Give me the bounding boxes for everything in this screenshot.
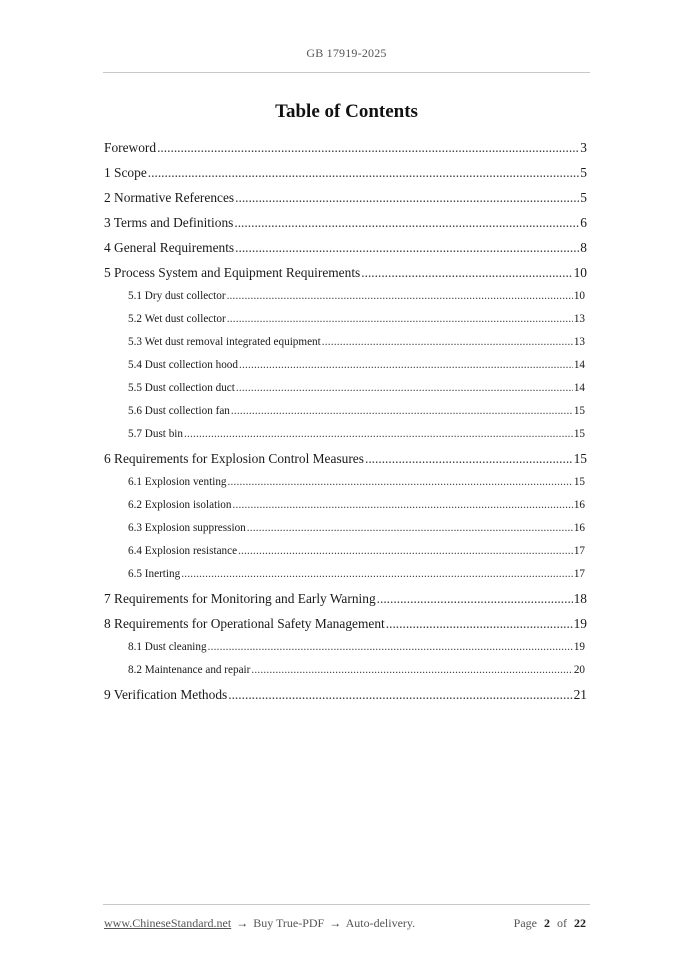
toc-entry-label: Foreword [104, 140, 157, 155]
dot-leader [234, 210, 579, 235]
dot-leader [148, 160, 580, 185]
toc-subsection-entry[interactable] [104, 377, 587, 400]
toc-entry-label: 6.1 Explosion venting [128, 476, 227, 488]
toc-entry-label: 5.1 Dry dust collector [128, 290, 226, 302]
dot-leader [377, 586, 573, 611]
dot-leader [361, 260, 572, 285]
toc-entry-page-number: 18 [573, 591, 587, 606]
toc-entry-page-number: 17 [573, 568, 585, 580]
toc-entry-page-number: 3 [580, 140, 587, 155]
auto-delivery-text: Auto-delivery. [345, 916, 416, 930]
toc-entry-label: 8 Requirements for Operational Safety Management [104, 616, 385, 631]
current-page-number: 2 [544, 916, 550, 930]
toc-entry-page-number: 15 [573, 405, 585, 417]
dot-leader [231, 400, 573, 423]
dot-leader [238, 540, 573, 563]
toc-entry-page-number: 13 [573, 313, 585, 325]
dot-leader [232, 494, 572, 517]
toc-entry-label: 5.6 Dust collection fan [128, 405, 230, 417]
dot-leader [184, 423, 573, 446]
toc-entry-label: 6.2 Explosion isolation [128, 499, 232, 511]
toc-section-entry[interactable] [104, 160, 587, 185]
toc-subsection-entry[interactable] [104, 563, 587, 586]
dot-leader [208, 636, 573, 659]
toc-subsection-entry[interactable] [104, 636, 587, 659]
page-footer [104, 916, 586, 931]
toc-entry-page-number: 15 [573, 476, 585, 488]
toc-entry-label: 6.4 Explosion resistance [128, 545, 238, 557]
header-divider [103, 72, 590, 73]
toc-entry-label: 3 Terms and Definitions [104, 215, 234, 230]
dot-leader [322, 331, 573, 354]
toc-subsection-entry[interactable] [104, 471, 587, 494]
toc-entry-label: 6 Requirements for Explosion Control Measures [104, 451, 364, 466]
footer-divider [103, 904, 590, 905]
toc-subsection-entry[interactable] [104, 540, 587, 563]
dot-leader [247, 517, 573, 540]
toc-section-entry[interactable] [104, 611, 587, 636]
toc-subsection-entry[interactable] [104, 423, 587, 446]
toc-entry-page-number: 21 [573, 687, 587, 702]
toc-entry-label: 5.7 Dust bin [128, 428, 184, 440]
toc-section-entry[interactable] [104, 235, 587, 260]
toc-entry-page-number: 16 [573, 522, 585, 534]
dot-leader [157, 135, 579, 160]
toc-section-entry[interactable] [104, 682, 587, 707]
toc-section-entry[interactable] [104, 586, 587, 611]
toc-entry-page-number: 8 [580, 240, 587, 255]
toc-entry-label: 6.3 Explosion suppression [128, 522, 246, 534]
toc-entry-label: 5.5 Dust collection duct [128, 382, 235, 394]
dot-leader [227, 285, 573, 308]
total-pages-number: 22 [574, 916, 586, 930]
page-indicator [514, 916, 586, 931]
toc-entry-page-number: 14 [573, 382, 585, 394]
toc-entry-label: 4 General Requirements [104, 240, 235, 255]
dot-leader [251, 659, 572, 682]
arrow-right-icon: → [236, 916, 249, 930]
site-link[interactable]: www.ChineseStandard.net [104, 916, 232, 930]
toc-entry-page-number: 19 [573, 641, 585, 653]
toc-entry-label: 1 Scope [104, 165, 147, 180]
page-label: Page [513, 916, 537, 930]
toc-subsection-entry[interactable] [104, 331, 587, 354]
toc-entry-page-number: 15 [573, 428, 585, 440]
dot-leader [228, 682, 572, 707]
toc-subsection-entry[interactable] [104, 517, 587, 540]
toc-title: Table of Contents [275, 101, 418, 122]
toc-entry-page-number: 14 [573, 359, 585, 371]
toc-entry-label: 5.3 Wet dust removal integrated equipment [128, 336, 321, 348]
toc-subsection-entry[interactable] [104, 308, 587, 331]
toc-subsection-entry[interactable] [104, 659, 587, 682]
document-code-header: GB 17919-2025 [306, 46, 387, 60]
toc-section-entry[interactable] [104, 135, 587, 160]
arrow-right-icon: → [329, 916, 342, 930]
toc-entry-page-number: 13 [573, 336, 585, 348]
dot-leader [228, 471, 573, 494]
buy-true-pdf-text: Buy True-PDF [253, 916, 325, 930]
toc-entry-page-number: 5 [580, 165, 587, 180]
dot-leader [386, 611, 573, 636]
toc-subsection-entry[interactable] [104, 494, 587, 517]
dot-leader [235, 235, 579, 260]
toc-entry-page-number: 5 [580, 190, 587, 205]
toc-entry-page-number: 20 [573, 664, 585, 676]
toc-entry-label: 9 Verification Methods [104, 687, 228, 702]
footer-left [104, 916, 415, 931]
toc-entry-page-number: 15 [573, 451, 587, 466]
dot-leader [236, 377, 573, 400]
toc-entry-page-number: 17 [573, 545, 585, 557]
toc-subsection-entry[interactable] [104, 400, 587, 423]
toc-section-entry[interactable] [104, 210, 587, 235]
dot-leader [239, 354, 573, 377]
toc-entry-page-number: 16 [573, 499, 585, 511]
toc-entry-label: 8.1 Dust cleaning [128, 641, 207, 653]
toc-entry-label: 5.2 Wet dust collector [128, 313, 226, 325]
toc-entry-label: 6.5 Inerting [128, 568, 181, 580]
toc-section-entry[interactable] [104, 446, 587, 471]
toc-subsection-entry[interactable] [104, 285, 587, 308]
toc-list [104, 135, 587, 707]
toc-section-entry[interactable] [104, 260, 587, 285]
toc-entry-label: 2 Normative References [104, 190, 235, 205]
dot-leader [365, 446, 573, 471]
toc-entry-page-number: 10 [573, 290, 585, 302]
dot-leader [227, 308, 573, 331]
toc-entry-label: 5.4 Dust collection hood [128, 359, 238, 371]
toc-subsection-entry[interactable] [104, 354, 587, 377]
toc-entry-page-number: 19 [573, 616, 587, 631]
dot-leader [181, 563, 573, 586]
toc-entry-label: 8.2 Maintenance and repair [128, 664, 251, 676]
toc-entry-page-number: 6 [580, 215, 587, 230]
toc-section-entry[interactable] [104, 185, 587, 210]
toc-entry-label: 5 Process System and Equipment Requirements [104, 265, 361, 280]
toc-entry-label: 7 Requirements for Monitoring and Early Warning [104, 591, 376, 606]
dot-leader [235, 185, 579, 210]
of-label: of [557, 916, 567, 930]
toc-entry-page-number: 10 [573, 265, 587, 280]
